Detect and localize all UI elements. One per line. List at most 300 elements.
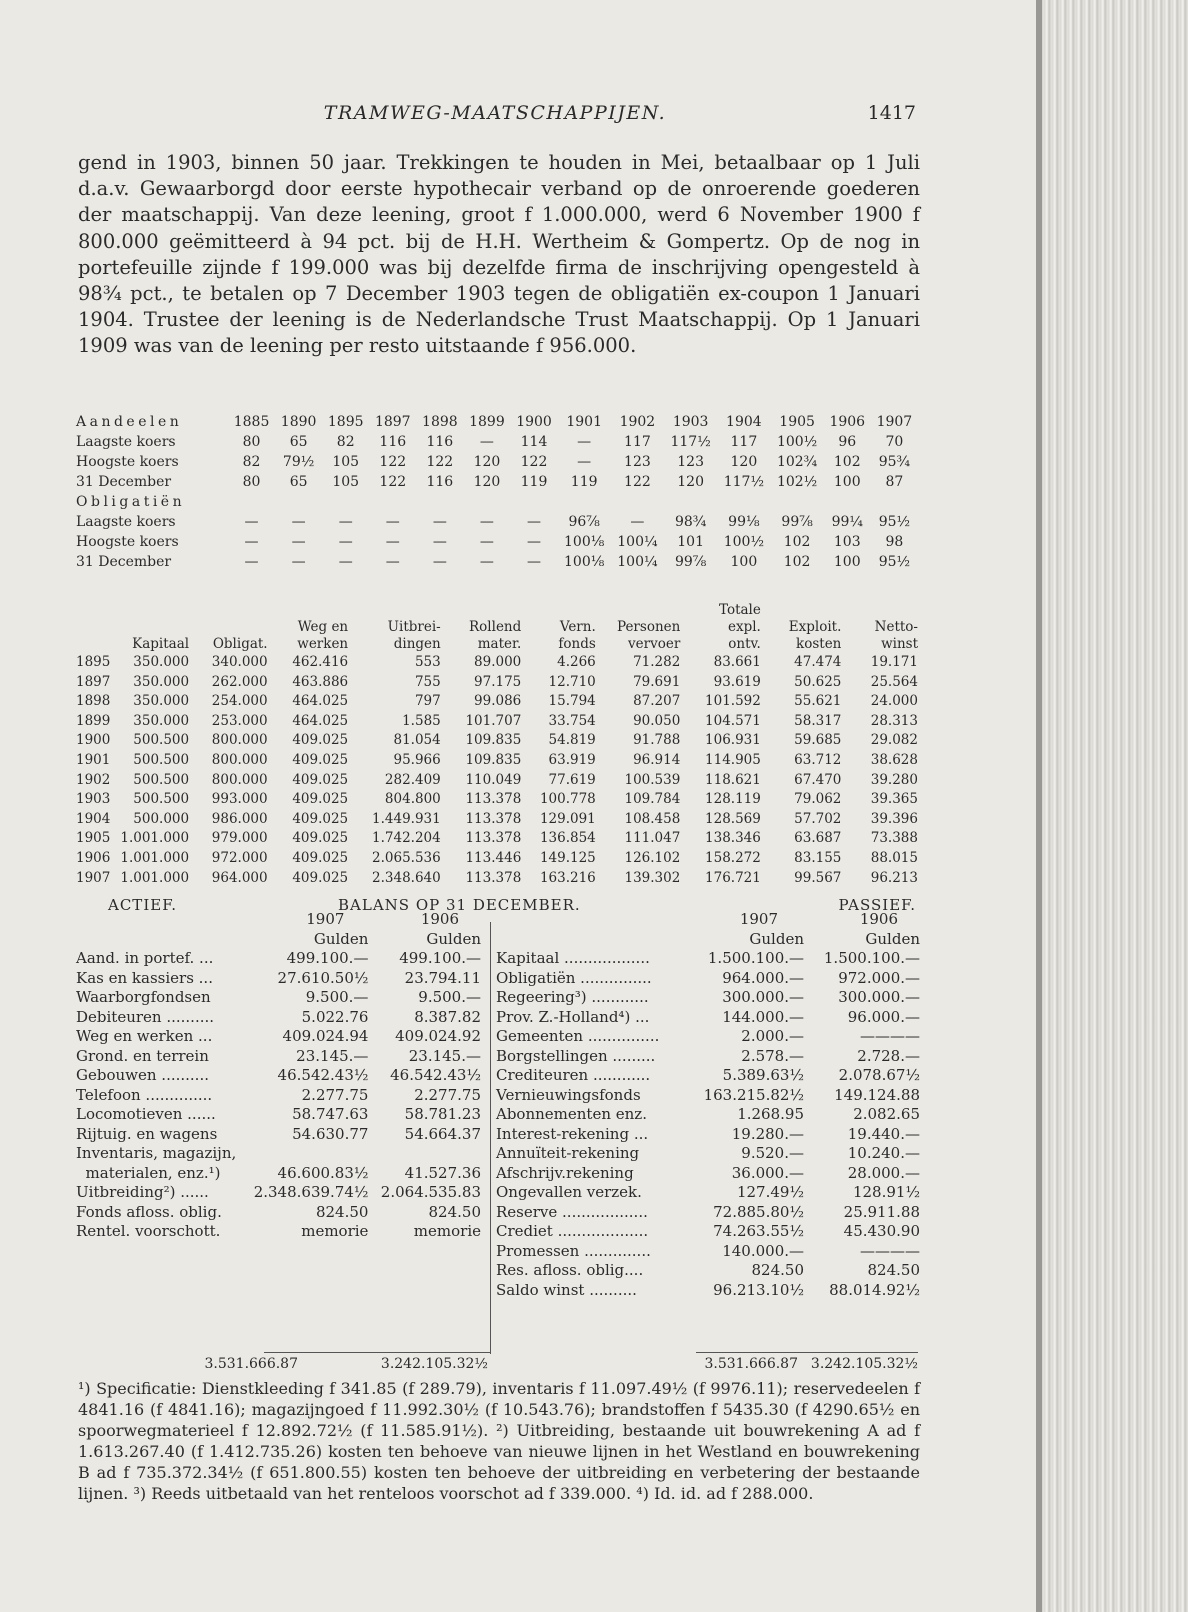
value-1906: 28.000.—	[847, 1163, 920, 1182]
koers-value: —	[385, 514, 400, 530]
value-1906: 23.794.11	[404, 968, 481, 987]
actief-table	[76, 910, 481, 1242]
year-cell: 1903	[76, 791, 111, 808]
column-header: winst	[881, 636, 918, 652]
value-1907: 58.747.63	[292, 1105, 369, 1123]
passief-row	[496, 1183, 920, 1203]
passief-year-1906: 1906	[859, 910, 898, 928]
value-1906: 499.100.—	[399, 949, 481, 967]
koers-value: 95¾	[878, 454, 911, 470]
koersen-year-row	[76, 412, 918, 432]
passief-row	[496, 1047, 920, 1067]
koers-value: —	[479, 554, 494, 570]
value-cell: 99.567	[794, 869, 842, 886]
value-1906: 2.728.—	[857, 1046, 920, 1065]
value-cell: 139.302	[624, 869, 681, 886]
balance-label: Rijtuig. en wagens	[76, 1124, 218, 1143]
column-header: Exploit.	[788, 619, 842, 635]
value-cell: 67.470	[794, 771, 842, 788]
year-header: 1904	[726, 414, 762, 430]
koers-value: —	[577, 454, 592, 470]
results-row	[76, 869, 918, 889]
value-1906: 824.50	[867, 1261, 920, 1279]
row-label: 31 December	[76, 554, 172, 570]
book-spine-shadow	[1036, 0, 1042, 1612]
value-1906: 96.000.—	[847, 1007, 920, 1026]
year-cell: 1898	[76, 693, 111, 710]
value-cell: 1.001.000	[120, 830, 190, 847]
column-header: Netto-	[874, 619, 918, 635]
obligatien-row	[76, 512, 918, 532]
row-label: Laagste koers	[76, 514, 176, 530]
koers-value: 96⅞	[568, 514, 600, 530]
running-title: TRAMWEG-MAATSCHAPPIJEN.	[323, 102, 667, 124]
value-cell: 91.788	[633, 732, 681, 749]
value-cell: 79.062	[794, 791, 842, 808]
value-cell: 113.378	[465, 791, 522, 808]
value-cell: 993.000	[211, 791, 268, 808]
koers-value: 65	[289, 434, 308, 450]
koers-value: —	[432, 554, 447, 570]
balance-label: Locomotieven ......	[76, 1105, 216, 1123]
value-cell: 100.778	[539, 791, 596, 808]
column-header: kosten	[796, 636, 842, 652]
year-cell: 1904	[76, 810, 111, 827]
value-1906: 8.387.82	[414, 1007, 481, 1026]
value-cell: 96.914	[633, 751, 681, 768]
koers-value: 105	[332, 474, 360, 490]
koers-value: 102	[783, 534, 811, 550]
value-cell: 99.086	[474, 693, 522, 710]
value-cell: 12.710	[548, 673, 596, 690]
year-header: 1901	[566, 414, 602, 430]
passief-row	[496, 1086, 920, 1106]
koers-value: 100⅛	[564, 534, 605, 550]
value-cell: 101.592	[705, 693, 761, 710]
actief-row	[76, 949, 481, 969]
value-cell: 89.000	[474, 654, 522, 670]
value-cell: 63.712	[794, 751, 842, 768]
value-cell: 409.025	[292, 791, 349, 808]
koers-value: —	[630, 514, 645, 530]
column-header	[111, 619, 190, 636]
koers-value: 100	[730, 554, 758, 570]
value-cell: 104.571	[705, 712, 761, 729]
value-cell: 113.378	[465, 810, 522, 827]
koers-value: —	[338, 554, 353, 570]
results-row	[76, 653, 918, 673]
koers-value: —	[291, 534, 306, 550]
results-row	[76, 810, 918, 830]
value-cell: 109.784	[624, 791, 681, 808]
value-1907: 23.145.—	[296, 1046, 369, 1065]
year-header: 1899	[469, 414, 505, 430]
row-label: 31 December	[76, 474, 172, 490]
footnotes	[78, 1378, 920, 1504]
balance-label: Obligatiën ...............	[496, 968, 652, 987]
value-1906: 41.527.36	[404, 1163, 481, 1182]
balance-label: Uitbreiding²) ......	[76, 1183, 209, 1201]
koers-value: —	[291, 554, 306, 570]
value-1906: 149.124.88	[834, 1085, 920, 1104]
value-1907: 824.50	[751, 1261, 804, 1279]
value-1906: 23.145.—	[408, 1046, 481, 1065]
column-header: fonds	[558, 636, 596, 652]
koers-value: 116	[426, 434, 454, 450]
passief-table	[496, 910, 920, 1300]
balance-label: Ongevallen verzek.	[496, 1183, 642, 1201]
koers-value: —	[291, 514, 306, 530]
value-1906: 9.500.—	[418, 988, 481, 1006]
passief-total-1907: 3.531.666.87	[704, 1356, 798, 1372]
value-1906: 2.082.65	[853, 1105, 920, 1123]
value-1906: 46.542.43½	[390, 1066, 481, 1084]
value-cell: 83.661	[713, 654, 761, 670]
koers-value: 100¼	[617, 554, 658, 570]
koers-value: —	[244, 534, 259, 550]
koers-value: 122	[379, 454, 407, 470]
value-cell: 409.025	[292, 869, 349, 886]
balance-label: Abonnementen enz.	[496, 1105, 647, 1123]
value-cell: 462.416	[292, 654, 349, 670]
value-cell: 409.025	[292, 849, 349, 866]
value-cell: 128.569	[705, 810, 761, 827]
results-row	[76, 692, 918, 712]
column-header: Personen	[616, 619, 681, 635]
value-cell: 87.207	[633, 693, 681, 710]
value-cell: 113.378	[465, 830, 522, 847]
passief-total-1906: 3.242.105.32½	[810, 1356, 918, 1372]
actief-total-1907: 3.531.666.87	[204, 1356, 298, 1372]
koers-value: 103	[833, 534, 861, 550]
year-cell: 1902	[76, 771, 111, 788]
page-header	[74, 102, 916, 130]
year-cell: 1905	[76, 830, 111, 847]
column-header: Obligat.	[212, 636, 268, 652]
koers-value: 122	[426, 454, 454, 470]
value-1907: 140.000.—	[722, 1241, 804, 1260]
value-1907: 74.263.55½	[713, 1222, 804, 1240]
passief-row	[496, 1008, 920, 1028]
value-cell: 39.280	[870, 771, 918, 788]
value-1906: 54.664.37	[404, 1124, 481, 1143]
value-1906: ————	[860, 1241, 920, 1260]
value-1906: 409.024.92	[395, 1027, 481, 1045]
value-cell: 113.446	[465, 849, 522, 866]
column-header	[521, 602, 595, 619]
balance-label: Fonds afloss. oblig.	[76, 1202, 222, 1221]
value-cell: 500.500	[133, 791, 190, 808]
value-1907: 824.50	[315, 1202, 369, 1221]
value-cell: 114.905	[705, 751, 761, 768]
value-1907: 9.520.—	[741, 1144, 804, 1162]
value-cell: 176.721	[705, 869, 761, 886]
value-cell: 2.065.536	[372, 849, 441, 866]
row-label: Laagste koers	[76, 434, 176, 450]
value-cell: 282.409	[384, 771, 441, 788]
value-cell: 128.119	[705, 791, 761, 808]
passief-row	[496, 1144, 920, 1164]
value-cell: 59.685	[794, 732, 842, 749]
balance-label: Crediet ...................	[496, 1222, 649, 1240]
column-header	[76, 619, 111, 636]
value-cell: 129.091	[539, 810, 596, 827]
passief-row	[496, 969, 920, 989]
koers-value: —	[479, 514, 494, 530]
value-cell: 500.500	[133, 771, 190, 788]
value-cell: 964.000	[211, 869, 268, 886]
value-cell: 350.000	[133, 654, 190, 670]
value-cell: 54.819	[548, 732, 596, 749]
value-cell: 118.621	[705, 771, 761, 788]
koers-value: 100½	[776, 434, 818, 450]
passief-row	[496, 949, 920, 969]
koers-value: 87	[885, 474, 904, 490]
results-row	[76, 771, 918, 791]
value-cell: 464.025	[292, 712, 349, 729]
year-cell: 1906	[76, 849, 111, 866]
actief-year-1907: 1907	[306, 910, 345, 928]
passief-row	[496, 1281, 920, 1301]
value-cell: 100.539	[624, 771, 681, 788]
year-header: 1897	[374, 414, 411, 430]
actief-row	[76, 1164, 481, 1184]
value-cell: 350.000	[133, 673, 190, 690]
value-cell: 262.000	[211, 673, 268, 690]
year-header: 1885	[233, 414, 270, 430]
koers-value: 82	[242, 454, 261, 470]
koers-value: 102½	[776, 474, 818, 490]
balance-label: materialen, enz.¹)	[76, 1163, 221, 1182]
value-1907: 96.213.10½	[713, 1280, 804, 1299]
passief-row	[496, 1164, 920, 1184]
value-cell: 409.025	[292, 751, 349, 768]
koers-value: 120	[677, 474, 704, 490]
column-header: vervoer	[628, 636, 681, 652]
year-cell: 1907	[76, 869, 111, 886]
value-cell: 101.707	[465, 712, 522, 729]
value-cell: 409.025	[292, 830, 349, 847]
passief-row	[496, 1203, 920, 1223]
koers-value: 122	[379, 474, 407, 490]
column-header: mater.	[477, 636, 522, 652]
actief-title: ACTIEF.	[108, 896, 178, 914]
value-cell: 409.025	[292, 810, 349, 827]
value-1907	[254, 1144, 369, 1164]
balance-divider	[490, 922, 491, 1354]
value-cell: 38.628	[870, 751, 918, 768]
value-cell: 39.365	[870, 791, 918, 808]
koers-value: 122	[520, 454, 548, 470]
value-cell: 1.449.931	[372, 810, 441, 827]
value-cell: 97.175	[474, 673, 522, 690]
value-cell: 81.054	[393, 732, 441, 749]
actief-row	[76, 1222, 481, 1242]
value-1906: 824.50	[428, 1202, 481, 1221]
balance-label: Kapitaal ..................	[496, 949, 650, 967]
value-cell: 804.800	[384, 791, 441, 808]
koers-value: 100⅛	[564, 554, 605, 570]
column-header: ontv.	[728, 636, 761, 652]
value-1907: 144.000.—	[722, 1007, 804, 1026]
actief-row	[76, 988, 481, 1008]
koers-value: —	[385, 534, 400, 550]
koers-value: 123	[677, 454, 704, 470]
balance-label: Afschrijv.rekening	[496, 1163, 634, 1182]
results-row	[76, 849, 918, 869]
value-1906: 1.500.100.—	[823, 949, 920, 967]
column-header	[189, 619, 268, 636]
koers-value: 100	[833, 554, 861, 570]
value-cell: 95.966	[393, 751, 441, 768]
value-1907: memorie	[301, 1222, 369, 1240]
value-cell: 500.500	[133, 751, 190, 768]
results-row	[76, 751, 918, 771]
koers-value: 98¾	[674, 514, 707, 530]
value-1906	[368, 1144, 481, 1164]
value-1906: ————	[860, 1027, 920, 1045]
value-cell: 138.346	[705, 830, 761, 847]
value-cell: 19.171	[870, 654, 918, 670]
passief-total-rule	[696, 1352, 918, 1353]
koers-value: 117½	[723, 474, 765, 490]
column-header: Vern.	[559, 619, 596, 635]
column-header	[76, 636, 111, 653]
value-cell: 986.000	[211, 810, 268, 827]
value-cell: 63.687	[794, 830, 842, 847]
koers-value: —	[479, 434, 494, 450]
balance-label: Kas en kassiers ...	[76, 968, 213, 987]
column-header	[76, 602, 111, 619]
value-1907: 5.022.76	[301, 1007, 369, 1026]
value-cell: 797	[414, 693, 441, 710]
value-1906: 2.064.535.83	[380, 1183, 481, 1201]
balance-label: Regeering³) ............	[496, 988, 649, 1006]
koers-value: 100½	[723, 534, 765, 550]
koers-value: 102	[833, 454, 861, 470]
value-cell: 96.213	[870, 869, 918, 886]
value-cell: 77.619	[548, 771, 596, 788]
footnotes-text: ¹) Specificatie: Dienstkleeding f 341.85 (f 289.79), inventaris f 11.097.49½ (f 9976.11); reservedeelen f 4841.16 (f 4841.16); magazijngoed f 11.992.30½ (f 10.543.76); brandstoffen f 5435.30 (f 4290.65½ en spoorwegmaterieel f 12.892.72½ (f 11.585.91½). ²) Uitbreiding, bestaande uit bouwrekening A ad f 1.613.267.40 (f 1.412.735.26) kosten ten behoeve van nieuwe lijnen in het Westland en bouwrekening B ad f 735.372.34½ (f 651.800.55) kosten ten behoeve der uitbreiding en verbetering der bestaande lijnen. ³) Reeds uitbetaald van het renteloos voorschot ad f 339.000. ⁴) Id. id. ad f 288.000.	[78, 1379, 920, 1503]
results-table	[76, 602, 918, 888]
aandeelen-row	[76, 472, 918, 492]
value-cell: 113.378	[465, 869, 522, 886]
value-cell: 2.348.640	[372, 869, 441, 886]
aandeelen-row	[76, 432, 918, 452]
value-1907: 46.542.43½	[277, 1066, 369, 1084]
row-label: Hoogste koers	[76, 534, 179, 550]
balance-label: Prov. Z.-Holland⁴) ...	[496, 1007, 650, 1026]
value-cell: 463.886	[292, 673, 349, 690]
value-1906: 2.277.75	[414, 1085, 481, 1104]
actief-row	[76, 1086, 481, 1106]
value-1906: 972.000.—	[838, 968, 920, 987]
koers-value: —	[479, 534, 494, 550]
results-row	[76, 731, 918, 751]
value-cell: 1.001.000	[120, 869, 190, 886]
results-row	[76, 829, 918, 849]
results-row	[76, 712, 918, 732]
column-header	[189, 602, 268, 619]
koers-value: 120	[473, 474, 501, 490]
actief-row	[76, 1105, 481, 1125]
passief-title: PASSIEF.	[838, 896, 916, 914]
actief-total-1906: 3.242.105.32½	[380, 1356, 488, 1372]
koers-value: —	[244, 514, 259, 530]
value-cell: 500.500	[133, 732, 190, 749]
value-cell: 149.125	[539, 849, 596, 866]
aandeelen-label: Aandeelen	[76, 414, 183, 430]
value-cell: 15.794	[548, 693, 596, 710]
column-header: Kapitaal	[132, 636, 190, 652]
year-header: 1905	[779, 414, 815, 430]
value-cell: 71.282	[633, 654, 681, 670]
value-cell: 972.000	[211, 849, 268, 866]
balance-label: Debiteuren ..........	[76, 1007, 215, 1026]
koers-value: —	[385, 554, 400, 570]
results-header-row	[76, 619, 918, 636]
actief-unit-1907: Gulden	[313, 929, 369, 948]
value-cell: 88.015	[870, 849, 918, 866]
year-header: 1898	[422, 414, 458, 430]
year-header: 1900	[516, 414, 552, 430]
value-cell: 158.272	[705, 849, 761, 866]
results-row	[76, 790, 918, 810]
value-cell: 47.474	[794, 654, 842, 670]
value-cell: 800.000	[211, 771, 268, 788]
koers-value: 119	[520, 474, 548, 490]
value-1906: 45.430.90	[843, 1222, 920, 1240]
book-page-edges	[1036, 0, 1188, 1612]
value-cell: 25.564	[870, 673, 918, 690]
value-cell: 108.458	[624, 810, 681, 827]
value-cell: 409.025	[292, 771, 349, 788]
koers-value: —	[527, 514, 541, 530]
balance-label: Vernieuwingsfonds	[496, 1085, 641, 1104]
passief-row	[496, 1242, 920, 1262]
column-header	[441, 602, 522, 619]
actief-row	[76, 969, 481, 989]
value-1907: 19.280.—	[731, 1124, 804, 1143]
koers-value: 100¼	[617, 534, 658, 550]
results-header-row	[76, 636, 918, 653]
column-header	[761, 602, 842, 619]
koers-value: —	[338, 514, 353, 530]
koers-value: 119	[570, 474, 598, 490]
value-cell: 109.835	[465, 751, 522, 768]
koers-value: 70	[885, 434, 904, 450]
value-1907: 1.268.95	[737, 1105, 804, 1123]
value-cell: 464.025	[292, 693, 349, 710]
value-1907: 300.000.—	[722, 988, 804, 1006]
value-cell: 500.000	[133, 810, 190, 827]
column-header: Weg en	[297, 619, 349, 635]
koersen-table	[76, 412, 918, 572]
balance-label: Aand. in portef. ...	[76, 949, 214, 967]
value-1907: 127.49½	[736, 1183, 804, 1201]
value-cell: 979.000	[211, 830, 268, 847]
koers-value: 99⅛	[728, 514, 760, 530]
value-1906: 88.014.92½	[829, 1280, 920, 1299]
value-cell: 553	[414, 654, 441, 670]
value-1906: 2.078.67½	[838, 1066, 920, 1084]
value-cell: 93.619	[713, 673, 761, 690]
koers-value: 95½	[878, 514, 911, 530]
value-1907: 2.348.639.74½	[253, 1183, 369, 1201]
value-cell: 90.050	[633, 712, 681, 729]
balance-label: Interest-rekening ...	[496, 1124, 649, 1143]
value-cell: 409.025	[292, 732, 349, 749]
